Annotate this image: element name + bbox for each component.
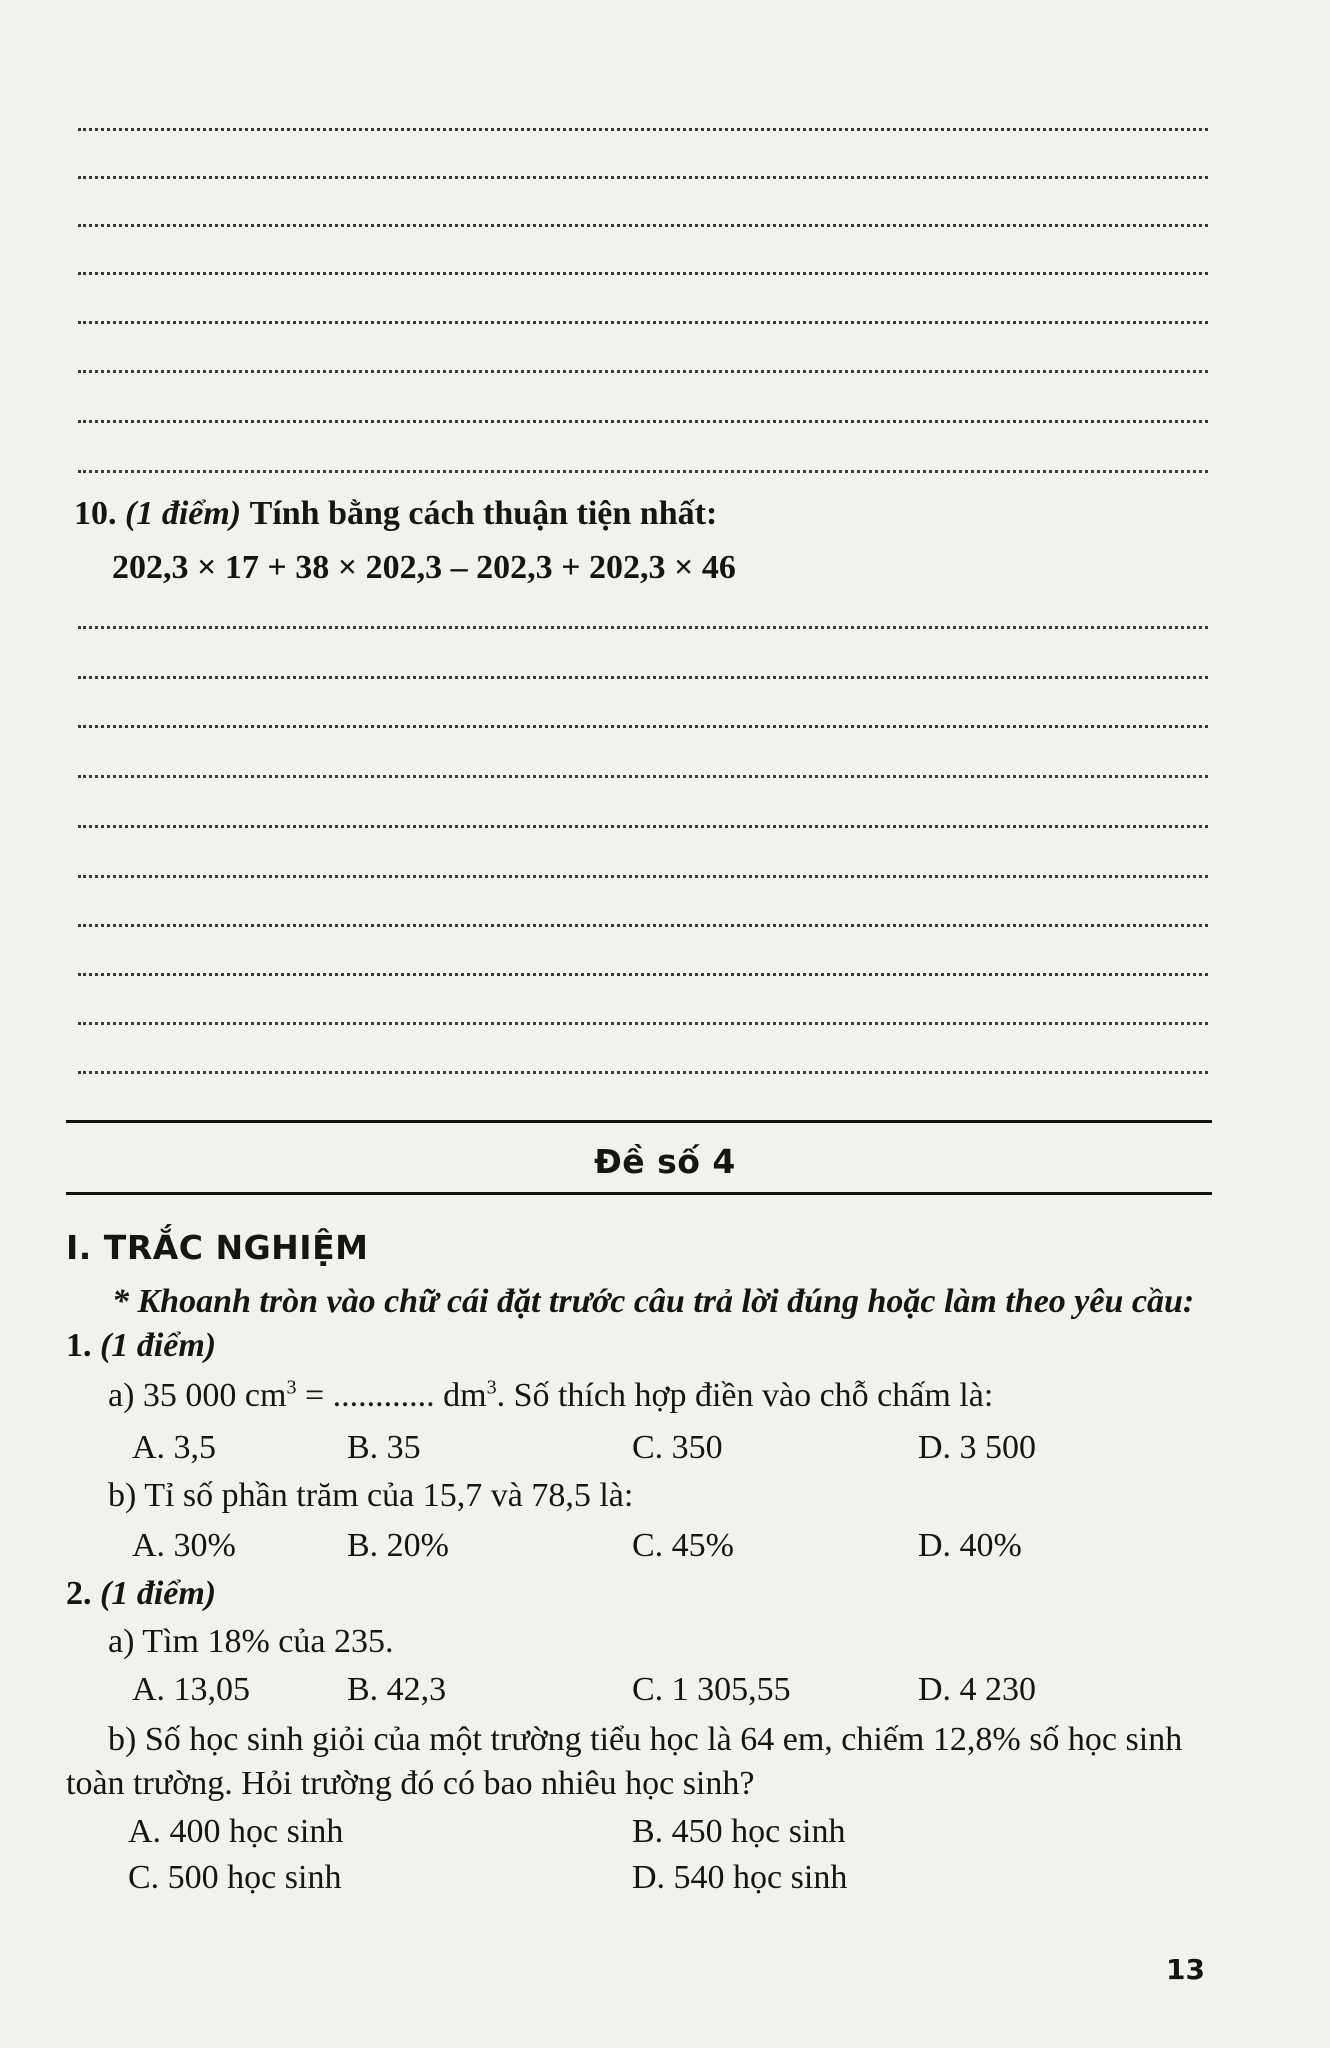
option-b[interactable]: B. 35: [347, 1429, 421, 1466]
question-1b-text: b) Tỉ số phần trăm của 15,7 và 78,5 là:: [108, 1477, 634, 1514]
question-prompt: Tính bằng cách thuận tiện nhất:: [249, 495, 718, 532]
question-number: 2.: [66, 1575, 92, 1612]
q1a-part: . Số thích hợp điền vào chỗ chấm là:: [496, 1377, 994, 1414]
question-1a-text: [108, 1376, 993, 1416]
question-number: 10.: [74, 495, 117, 532]
question-10-header: [74, 494, 717, 534]
question-2-header: [66, 1574, 216, 1614]
option-d[interactable]: D. 4 230: [918, 1671, 1037, 1708]
option-d[interactable]: D. 40%: [918, 1527, 1022, 1564]
answer-line: [78, 725, 1208, 728]
question-10-expression: 202,3 × 17 + 38 × 202,3 – 202,3 + 202,3 × 46: [112, 549, 736, 586]
option-b[interactable]: B. 450 học sinh: [632, 1813, 846, 1850]
q1a-part: a) 35 000 cm: [108, 1377, 287, 1414]
answer-line: [78, 224, 1208, 227]
question-2b-line-1: b) Số học sinh giỏi của một trường tiểu học là 64 em, chiếm 12,8% số học sinh: [108, 1721, 1183, 1758]
answer-line: [78, 370, 1208, 373]
question-points: (1 điểm): [100, 1327, 217, 1364]
q1a-superscript: 3: [286, 1376, 297, 1399]
part-heading: I. TRẮC NGHIỆM: [66, 1228, 369, 1267]
answer-line: [78, 676, 1208, 679]
question-number: 1.: [66, 1327, 92, 1364]
answer-line: [78, 321, 1208, 324]
answer-line: [78, 128, 1208, 131]
option-c[interactable]: C. 350: [632, 1429, 723, 1466]
answer-line: [78, 1022, 1208, 1025]
instruction-text: * Khoanh tròn vào chữ cái đặt trước câu trả lời đúng hoặc làm theo yêu cầu:: [112, 1283, 1195, 1320]
question-2b-line-2: toàn trường. Hỏi trường đó có bao nhiêu học sinh?: [66, 1765, 755, 1802]
q1a-part: = ............ dm: [296, 1377, 487, 1414]
answer-line: [78, 176, 1208, 179]
question-points: (1 điểm): [100, 1575, 217, 1612]
answer-line: [78, 626, 1208, 629]
answer-line: [78, 825, 1208, 828]
option-a[interactable]: A. 13,05: [132, 1671, 251, 1708]
answer-line: [78, 775, 1208, 778]
answer-line: [78, 420, 1208, 423]
answer-line: [78, 875, 1208, 878]
option-a[interactable]: A. 30%: [132, 1527, 236, 1564]
option-b[interactable]: B. 42,3: [347, 1671, 447, 1708]
option-d[interactable]: D. 540 học sinh: [632, 1859, 848, 1896]
option-a[interactable]: A. 3,5: [132, 1429, 217, 1466]
question-1-header: [66, 1326, 216, 1366]
q1a-superscript: 3: [486, 1376, 497, 1399]
option-b[interactable]: B. 20%: [347, 1527, 449, 1564]
question-2a-text: a) Tìm 18% của 235.: [108, 1623, 394, 1660]
option-a[interactable]: A. 400 học sinh: [128, 1813, 344, 1850]
section-rule-top: [66, 1120, 1212, 1123]
option-c[interactable]: C. 500 học sinh: [128, 1859, 342, 1896]
question-points: (1 điểm): [125, 495, 242, 532]
page-number: 13: [1166, 1953, 1205, 1986]
option-d[interactable]: D. 3 500: [918, 1429, 1037, 1466]
answer-line: [78, 272, 1208, 275]
section-rule-bottom: [66, 1192, 1212, 1195]
answer-line: [78, 1071, 1208, 1074]
section-title: Đề số 4: [594, 1142, 736, 1181]
answer-line: [78, 924, 1208, 927]
answer-line: [78, 470, 1208, 473]
option-c[interactable]: C. 45%: [632, 1527, 734, 1564]
answer-line: [78, 973, 1208, 976]
option-c[interactable]: C. 1 305,55: [632, 1671, 791, 1708]
